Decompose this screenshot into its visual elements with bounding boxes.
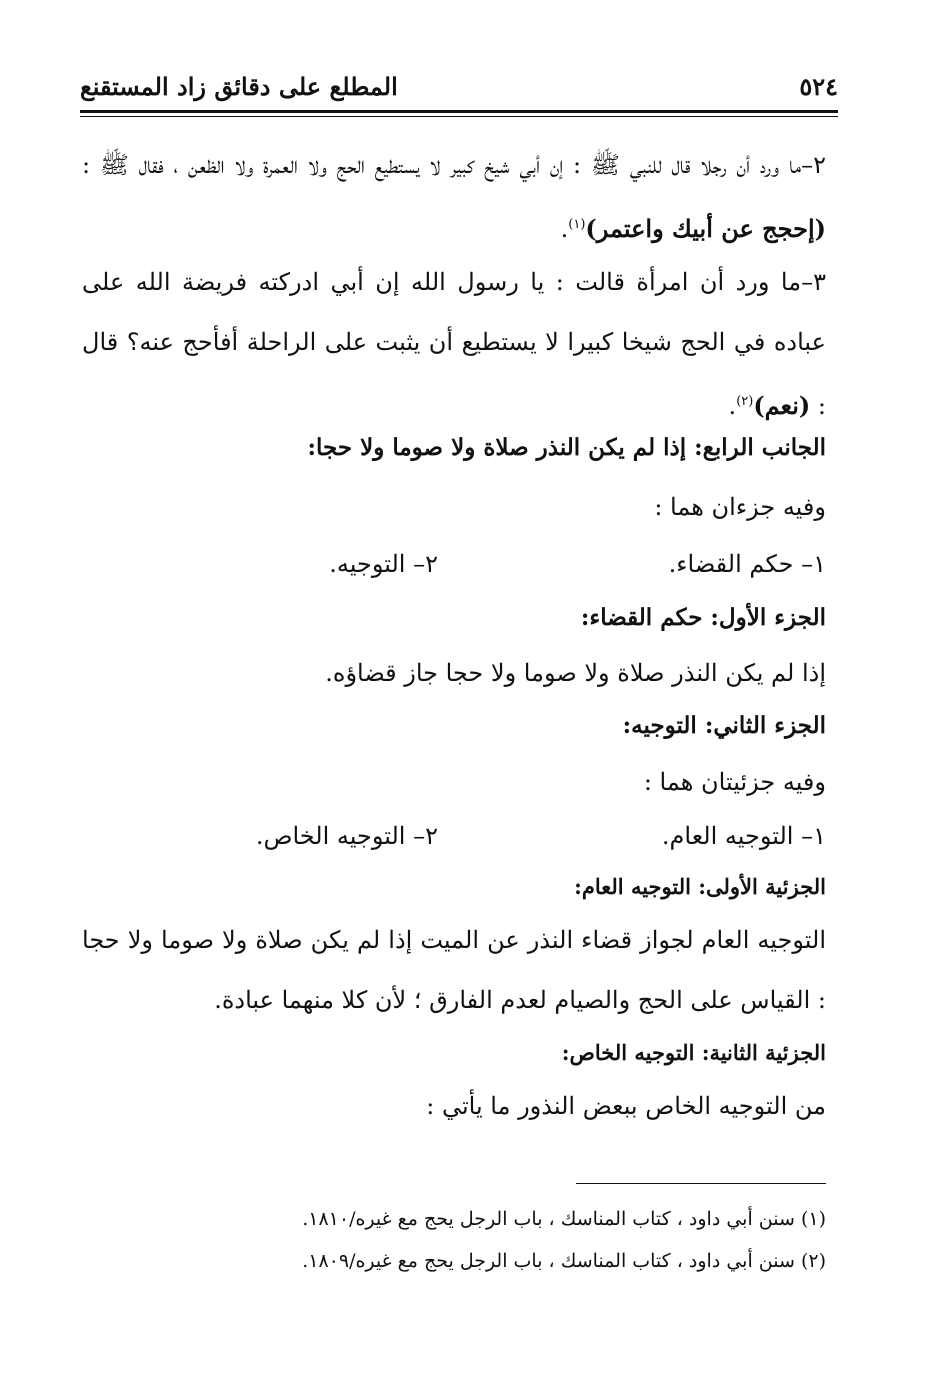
part-2-item-2: ٢– التوجيه الخاص.: [255, 822, 438, 850]
section-4-intro: وفيه جزءان هما :: [654, 493, 826, 521]
hadith-2-end: .: [560, 215, 569, 243]
page-number: ٥٢٤: [799, 71, 838, 101]
footnote-1: (١) سنن أبي داود ، كتاب المناسك ، باب الرجل يحج مع غيره/١٨١٠.: [302, 1208, 826, 1230]
part-2-intro: وفيه جزئيتان هما :: [643, 768, 826, 796]
part-1-text: إذا لم يكن النذر صلاة ولا صوما ولا حجا جاز قضاؤه.: [325, 659, 826, 687]
part-1-heading: الجزء الأول: حكم القضاء:: [580, 604, 826, 631]
hadith-2-text: ٢–ما ورد أن رجلا قال للنبي ﷺ : إن أبي شيخ كبير لا يستطيع الحج ولا العمرة ولا الظعن ، فقال ﷺ :: [82, 151, 826, 179]
paragraph-hadith-2: [82, 135, 826, 259]
footnote-ref-1[interactable]: (١): [568, 217, 586, 232]
paragraph-hadith-3: [82, 252, 826, 436]
section-4-heading: الجانب الرابع: إذا لم يكن النذر صلاة ولا صوما ولا حجا:: [307, 434, 826, 461]
book-title: المطلع على دقائق زاد المستقنع: [80, 71, 398, 101]
running-header: [80, 66, 838, 106]
hadith-3-quote: (نعم): [753, 391, 811, 420]
sub-2-text: من التوجيه الخاص ببعض النذور ما يأتي :: [426, 1092, 826, 1120]
sub-1-heading: الجزئية الأولى: التوجيه العام:: [574, 874, 826, 899]
hadith-2-quote: (إحجج عن أبيك واعتمر): [585, 214, 826, 243]
hadith-3-end: .: [728, 392, 737, 420]
part-2-heading: الجزء الثاني: التوجيه:: [622, 712, 826, 739]
footnote-ref-2[interactable]: (٢): [736, 394, 754, 409]
footnote-separator: [576, 1183, 826, 1184]
header-rule: [80, 110, 838, 117]
hadith-3-text: ٣–ما ورد أن امرأة قالت : يا رسول الله إن أبي ادركته فريضة الله على عباده في الحج شيخا كبيرا لا يستطيع أن يثبت على الراحلة أفأحج عنه؟ قال :: [82, 268, 826, 420]
section-4-item-2: ٢– التوجيه.: [329, 550, 438, 578]
sub-2-heading: الجزئية الثانية: التوجيه الخاص:: [561, 1040, 826, 1065]
sub-1-text: التوجيه العام لجواز قضاء النذر عن الميت إذا لم يكن صلاة ولا صوما ولا حجا : القياس على الحج والصيام لعدم الفارق ؛ لأن كلا منهما عبادة.: [82, 926, 826, 1014]
section-4-item-1: ١– حكم القضاء.: [668, 550, 826, 578]
part-2-item-1: ١– التوجيه العام.: [661, 822, 826, 850]
footnote-2: (٢) سنن أبي داود ، كتاب المناسك ، باب الرجل يحج مع غيره/١٨٠٩.: [302, 1250, 826, 1272]
